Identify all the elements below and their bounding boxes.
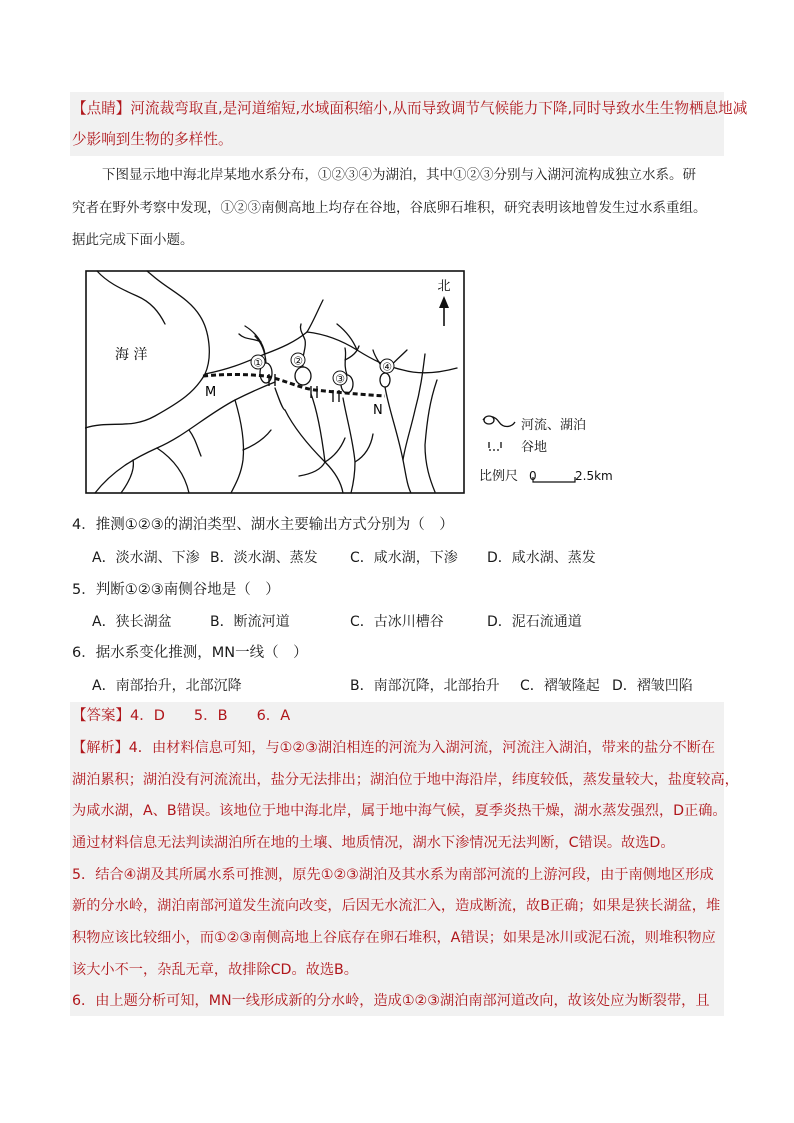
answer-text: 4．D 5．B 6．A <box>130 708 291 724</box>
q5-option-b: B．断流河道 <box>210 614 290 630</box>
q4-option-a: A．淡水湖、下渗 <box>92 550 200 566</box>
lake-labels <box>251 353 394 386</box>
lake-label-3: ③ <box>335 372 345 386</box>
analysis-tag: 【解析】 <box>72 740 129 756</box>
point-m-label: M <box>205 385 217 400</box>
answer-tag: 【答案】 <box>72 708 130 724</box>
analysis-line-5: 5．结合④湖及其所属水系可推测，原先①②③湖泊及其水系为南部河流的上游河段，由于南侧地区形成 <box>72 867 714 883</box>
analysis-line-7: 积物应该比较细小，而①②③南侧高地上谷底存在卵石堆积，A错误；如果是冰川或泥石流，则堆积物应 <box>72 930 716 946</box>
q4-option-c: C．咸水湖，下渗 <box>350 550 458 566</box>
scale-zero: 0 <box>529 469 537 483</box>
analysis-line-3: 为咸水湖，A、B错误。该地位于地中海北岸，属于地中海气候，夏季炎热干燥，湖水蒸发强烈，D正确。 <box>72 803 727 819</box>
scale-bar <box>533 477 575 482</box>
material-line-3: 据此完成下面小题。 <box>72 232 194 248</box>
scale-max: 2.5km <box>575 469 613 483</box>
lake-label-2: ② <box>293 354 303 368</box>
lake-label-1: ① <box>253 356 263 370</box>
analysis-line-1 <box>72 738 715 758</box>
point-n-label: N <box>373 403 383 418</box>
key-point-text-1: 河流裁弯取直,是河道缩短,水域面积缩小,从而导致调节气候能力下降,同时导致水生生物栖息地减 <box>130 100 748 117</box>
analysis-line-8: 该大小不一，杂乱无章，故排除CD。故选B。 <box>72 962 358 978</box>
ocean-label: 海 洋 <box>115 347 148 363</box>
question-5-stem: 5．判断①②③南侧谷地是（ ） <box>72 582 280 598</box>
key-point-tag: 【点睛】 <box>72 100 131 117</box>
material-line-1: 下图显示地中海北岸某地水系分布，①②③④为湖泊，其中①②③分别与入湖河流构成独立水系。研 <box>102 167 696 183</box>
q6-option-c: C．褶皱隆起 <box>520 678 600 694</box>
question-4-stem: 4．推测①②③的湖泊类型、湖水主要输出方式分别为（ ） <box>72 517 454 533</box>
lake-label-4: ④ <box>382 360 392 374</box>
q5-option-a: A．狭长湖盆 <box>92 614 172 630</box>
analysis-line-9: 6．由上题分析可知，MN一线形成新的分水岭，造成①②③湖泊南部河道改向，故该处应为断裂带，且 <box>72 993 710 1009</box>
legend-valley-label: 谷地 <box>521 440 548 455</box>
key-point-line-1 <box>72 99 747 119</box>
question-6-stem: 6．据水系变化推测，MN一线（ ） <box>72 645 308 661</box>
legend-river-label: 河流、湖泊 <box>521 418 587 433</box>
river-network <box>85 271 457 493</box>
answer-line <box>72 706 290 726</box>
analysis-line-6: 新的分水岭，湖泊南部河道发生流向改变，后因无水流汇入，造成断流，故B正确；如果是狭长湖盆，堆 <box>72 898 721 914</box>
key-point-line-2: 少影响到生物的多样性。 <box>72 131 233 148</box>
q4-option-d: D．咸水湖、蒸发 <box>487 550 596 566</box>
mn-divide-line <box>203 372 385 397</box>
q5-option-d: D．泥石流通道 <box>487 614 582 630</box>
analysis-text-1: 4．由材料信息可知，与①②③湖泊相连的河流为入湖河流，河流注入湖泊，带来的盐分不断在 <box>128 740 716 756</box>
q6-option-b: B．南部沉降，北部抬升 <box>350 678 500 694</box>
scale-label: 比例尺 <box>479 469 519 484</box>
water-system-map <box>85 270 695 500</box>
q5-option-c: C．古冰川槽谷 <box>350 614 444 630</box>
analysis-line-2: 湖泊累积；湖泊没有河流流出，盐分无法排出；湖泊位于地中海沿岸，纬度较低，蒸发量较大，盐度较高， <box>72 772 739 788</box>
material-line-2: 究者在野外考察中发现，①②③南侧高地上均存在谷地，谷底卵石堆积，研究表明该地曾发生过水系重组。 <box>72 200 707 216</box>
north-label: 北 <box>437 279 451 294</box>
q6-option-d: D．褶皱凹陷 <box>612 678 693 694</box>
q4-option-b: B．淡水湖、蒸发 <box>210 550 318 566</box>
q6-option-a: A．南部抬升，北部沉降 <box>92 678 242 694</box>
analysis-line-4: 通过材料信息无法判读湖泊所在地的土壤、地质情况，湖水下渗情况无法判断，C错误。故选D。 <box>72 835 675 851</box>
